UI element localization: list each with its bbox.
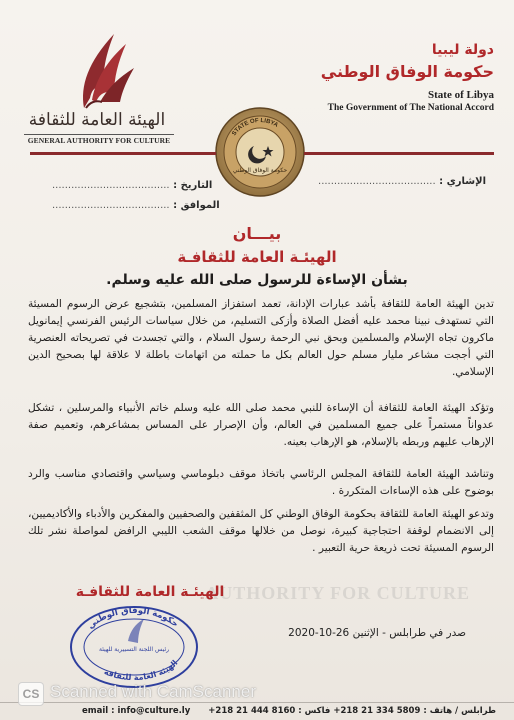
corresponding-dots: .....................................	[52, 200, 170, 211]
government-name-english: The Government of The National Accord	[327, 103, 494, 113]
reference-field	[318, 176, 486, 187]
watermark-text: AUTHORITY FOR CULTURE	[205, 583, 470, 603]
camscanner-logo-icon: CS	[18, 682, 44, 706]
seal-arabic-text: حكومة الوفاق الوطني	[232, 167, 288, 174]
camscanner-watermark	[18, 682, 308, 706]
header-rule-right	[304, 152, 494, 155]
stamp-mid-text: رئيس اللجنة التسييرية للهيئة	[98, 646, 170, 653]
footer	[0, 706, 514, 720]
stamp-bottom-text: الهيئة العامة للثقافة	[102, 658, 180, 683]
statement-title: بيـــان	[232, 224, 282, 243]
signatory-title: الهيئـة العامة للثقافـة	[75, 584, 225, 600]
feather-quill-icon	[22, 28, 172, 112]
state-seal-icon	[214, 106, 306, 198]
authority-logo-english: GENERAL AUTHORITY FOR CULTURE	[24, 134, 174, 145]
subject-title: بشأن الإساءة للرسول صلى الله عليه وسلم.	[106, 272, 408, 288]
reference-dots: .....................................	[318, 176, 436, 187]
government-name-arabic: حكومة الوفاق الوطني	[320, 62, 494, 81]
paragraph-3: وتناشد الهيئة العامة للثقافة المجلس الرئاسي باتخاذ موقف دبلوماسي وسياسي واقتصادي مناسب والرد بوضوح على هذه الإساءات المتكررة .	[28, 468, 494, 497]
authority-logo	[22, 28, 172, 148]
state-heading	[274, 42, 494, 113]
corresponding-label: الموافق :	[173, 200, 220, 211]
reference-label: الإشاري :	[439, 176, 486, 187]
official-stamp-icon	[68, 605, 200, 689]
footer-email: email : info@culture.ly	[82, 706, 191, 716]
camscanner-text: Scanned with CamScanner	[50, 682, 257, 701]
date-dots: .....................................	[52, 180, 170, 191]
corresponding-date-field	[52, 200, 220, 211]
state-name-arabic: دولة ليبيا	[431, 42, 494, 58]
authority-title: الهيئـة العامة للثقافـة	[177, 248, 337, 266]
issued-date: صدر في طرابلس - الإثنين 26-10-2020	[288, 627, 466, 639]
svg-text:الهيئة العامة للثقافة	[103, 658, 180, 682]
footer-phones: طرابلس / هاتف : 5809 334 21 218+ فاكس : 8160 444 21 218+	[208, 706, 496, 716]
state-name-english: State of Libya	[428, 89, 494, 101]
date-label: التاريخ :	[173, 180, 213, 191]
authority-logo-arabic: الهيئة العامة للثقافة	[28, 110, 166, 130]
header-rule-left	[30, 152, 216, 155]
seal-top-text: STATE OF LIBYA	[231, 117, 279, 138]
stamp-top-text: حكومة الوفاق الوطني	[85, 605, 181, 632]
paragraph-1: تدين الهيئة العامة للثقافة بأشد عبارات الإدانة، تعمد استفزاز المسلمين، بتشجيع عرض الرسوم المسيئة التي تستهدف نبينا محمد عليه أفضل الصلاة وأزكى التسليم، من خلال سياسات الرئيس الفرنسي إيمانويل ماكرون تجاه الإسلام والمسلمين وبحق نبي الرحمة رسول السلام ، والتي تجسدت في تصريحاته العنصرية التي أججت مشاعر مليار مسلم حول العالم بكل ما حملته من اتهامات باطلة لا علاقة لها بصحيح الدين الإسلامي.	[28, 298, 494, 378]
paragraph-4: وتدعو الهيئة العامة للثقافة بحكومة الوفاق الوطني كل المثقفين والصحفيين والمفكرين والأدباء والأكاديميين، إلى الانضمام لوقفة احتجاجية كبيرة، نوصل من خلالها موقف الشعب الليبي الرافض لمواصلة نشر تلك الرسوم المسيئة تحت ذريعة حرية التعبير .	[28, 508, 494, 554]
date-field	[52, 180, 212, 191]
paragraph-2: وتؤكد الهيئة العامة للثقافة أن الإساءة للنبي محمد صلى الله عليه وسلم خاتم الأنبياء والمرسلين ، تشكل عدواناً مستمراً على جميع المسلمين في العالم، وأن الإصرار على المساس بمشاعرهم، وتعميم صفة الإرهاب عليهم وربطه بالإسلام، هو الإرهاب بعينه.	[28, 402, 494, 448]
